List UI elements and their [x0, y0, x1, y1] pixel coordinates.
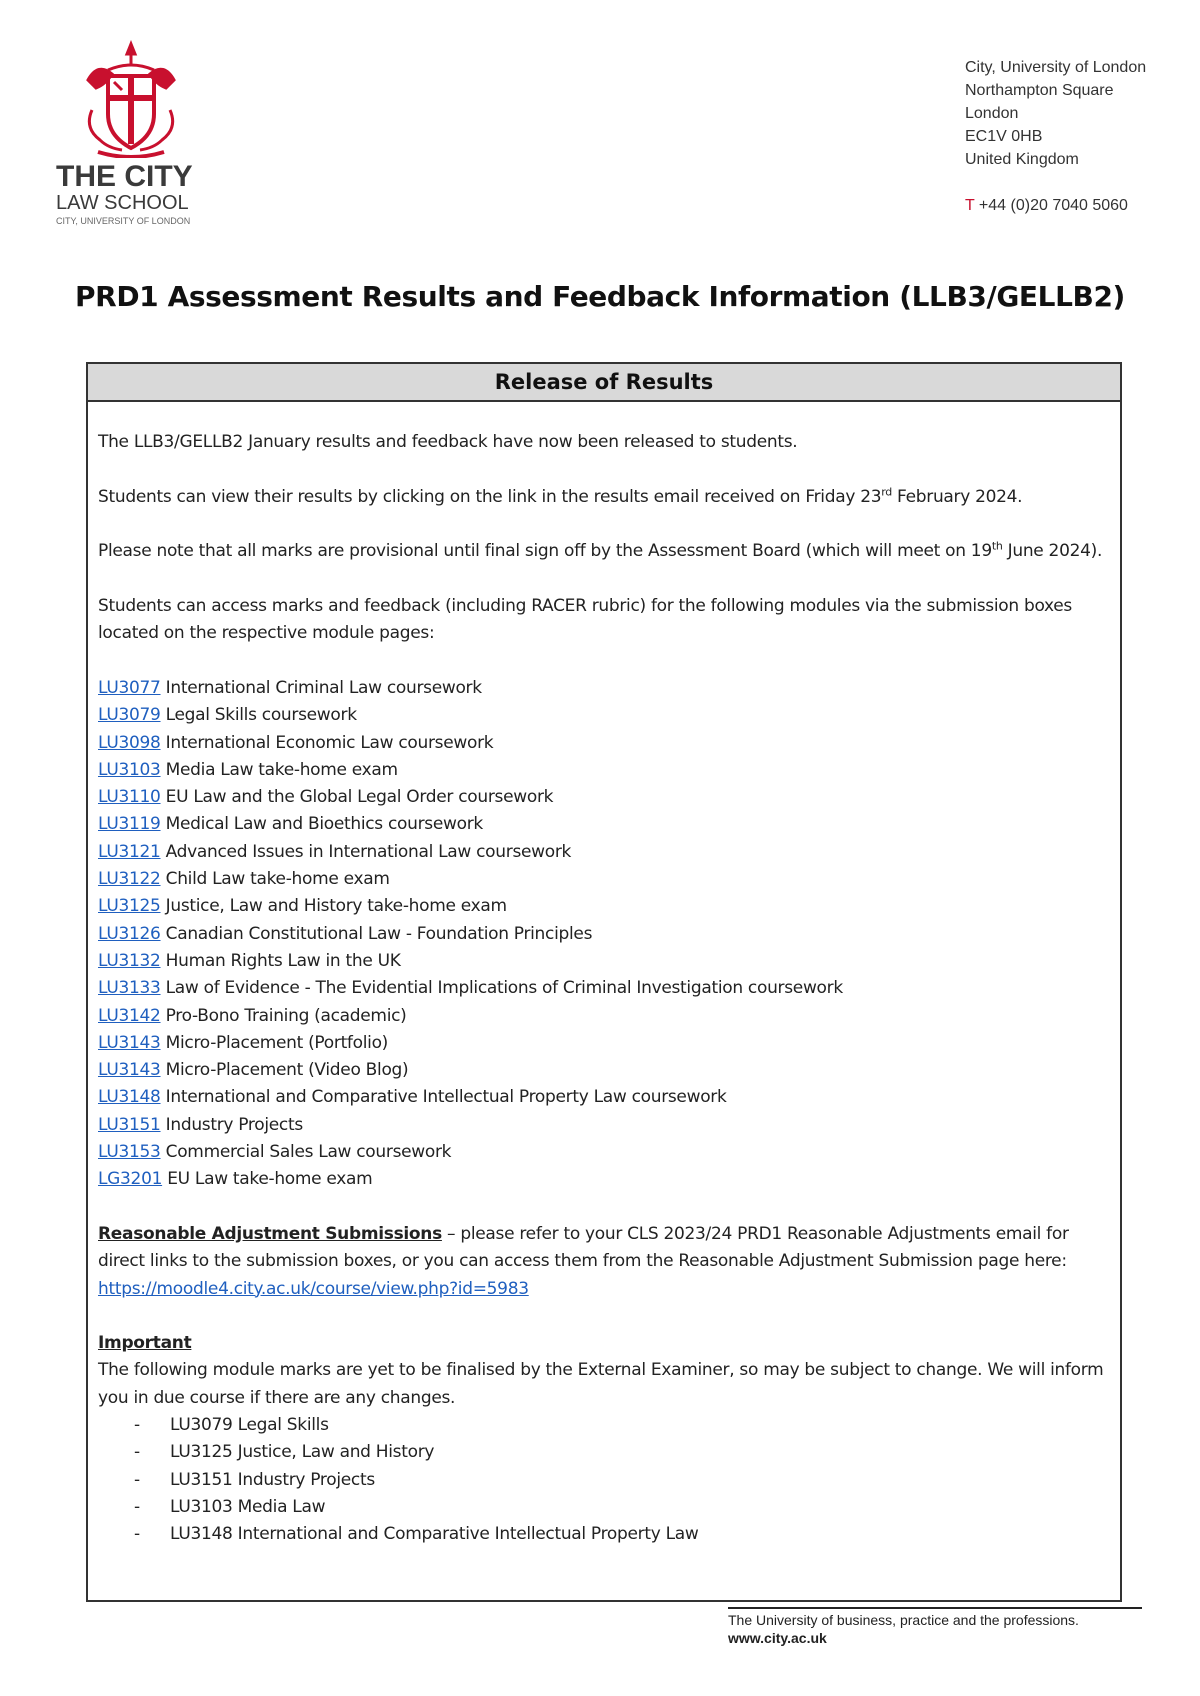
- module-item: [98, 866, 1110, 893]
- module-title: EU Law take-home exam: [162, 1169, 373, 1190]
- logo-line-2: LAW SCHOOL: [56, 192, 189, 214]
- module-code-link[interactable]: LU3151: [98, 1114, 161, 1135]
- module-title: EU Law and the Global Legal Order coursework: [160, 787, 554, 808]
- module-item: [98, 1057, 1110, 1084]
- module-title: Micro-Placement (Video Blog): [160, 1060, 409, 1081]
- ra-link[interactable]: https://moodle4.city.ac.uk/course/view.php?id=5983: [98, 1278, 529, 1299]
- module-title: Commercial Sales Law coursework: [160, 1142, 452, 1163]
- paragraph-access: Students can access marks and feedback (including RACER rubric) for the following modules via the submission boxes located on the respective module pages:: [98, 596, 1072, 644]
- module-item: [98, 1003, 1110, 1030]
- address-line: Northampton Square: [965, 82, 1114, 99]
- module-item: [98, 702, 1110, 729]
- page-title: PRD1 Assessment Results and Feedback Information (LLB3/GELLB2): [75, 280, 1125, 313]
- module-item: [98, 893, 1110, 920]
- module-code-link[interactable]: LU3143: [98, 1032, 161, 1053]
- module-item: [98, 1139, 1110, 1166]
- address-line: City, University of London: [965, 59, 1147, 76]
- module-code-link[interactable]: LU3103: [98, 759, 161, 780]
- module-item: [98, 921, 1110, 948]
- telephone: [965, 194, 1146, 217]
- module-code-link[interactable]: LU3132: [98, 950, 161, 971]
- module-code-link[interactable]: LU3121: [98, 841, 161, 862]
- module-title: Child Law take-home exam: [160, 869, 390, 890]
- pending-list: [98, 1412, 1110, 1548]
- module-list: [98, 675, 1110, 1194]
- logo-line-3: CITY, UNIVERSITY OF LONDON: [56, 216, 191, 226]
- module-title: Media Law take-home exam: [160, 759, 398, 780]
- module-code-link[interactable]: LU3125: [98, 896, 161, 917]
- address-line: United Kingdom: [965, 151, 1079, 168]
- pending-item: - LU3103 Media Law: [98, 1494, 1110, 1521]
- module-item: [98, 811, 1110, 838]
- module-item: [98, 675, 1110, 702]
- module-code-link[interactable]: LU3077: [98, 677, 161, 698]
- module-code-link[interactable]: LU3122: [98, 869, 161, 890]
- footer-tagline: The University of business, practice and the professions.: [728, 1612, 1079, 1628]
- module-item: [98, 1166, 1110, 1193]
- coat-of-arms-icon: [78, 40, 184, 158]
- module-code-link[interactable]: LU3148: [98, 1087, 161, 1108]
- pending-item: - LU3148 International and Comparative Intellectual Property Law: [98, 1521, 1110, 1548]
- pending-item: - LU3125 Justice, Law and History: [98, 1439, 1110, 1466]
- module-code-link[interactable]: LG3201: [98, 1169, 163, 1190]
- important-heading: Important: [98, 1333, 192, 1354]
- module-code-link[interactable]: LU3133: [98, 978, 161, 999]
- module-title: Human Rights Law in the UK: [160, 950, 401, 971]
- module-code-link[interactable]: LU3079: [98, 705, 161, 726]
- results-box: [86, 362, 1122, 1602]
- module-code-link[interactable]: LU3119: [98, 814, 161, 835]
- module-title: Law of Evidence - The Evidential Implications of Criminal Investigation coursework: [160, 978, 843, 999]
- module-title: Industry Projects: [160, 1114, 303, 1135]
- module-title: International and Comparative Intellectual Property Law coursework: [160, 1087, 727, 1108]
- module-item: [98, 1030, 1110, 1057]
- module-title: Legal Skills coursework: [160, 705, 357, 726]
- module-item: [98, 757, 1110, 784]
- module-item: [98, 948, 1110, 975]
- module-code-link[interactable]: LU3126: [98, 923, 161, 944]
- module-item: [98, 975, 1110, 1002]
- box-heading: Release of Results: [88, 364, 1120, 402]
- telephone-number: +44 (0)20 7040 5060: [974, 197, 1128, 214]
- module-title: Pro-Bono Training (academic): [160, 1005, 407, 1026]
- module-title: International Criminal Law coursework: [160, 677, 482, 698]
- module-title: Medical Law and Bioethics coursework: [160, 814, 483, 835]
- pending-item: - LU3079 Legal Skills: [98, 1412, 1110, 1439]
- logo-line-1: THE CITY: [56, 160, 193, 193]
- module-code-link[interactable]: LU3143: [98, 1060, 161, 1081]
- address-line: London: [965, 105, 1019, 122]
- ra-heading: Reasonable Adjustment Submissions: [98, 1223, 442, 1244]
- footer: [728, 1611, 1079, 1647]
- module-code-link[interactable]: LU3110: [98, 787, 161, 808]
- module-item: [98, 784, 1110, 811]
- city-law-school-logo: [56, 40, 206, 230]
- module-item: [98, 1112, 1110, 1139]
- module-title: Canadian Constitutional Law - Foundation Principles: [160, 923, 593, 944]
- module-item: [98, 839, 1110, 866]
- footer-website: www.city.ac.uk: [728, 1630, 827, 1646]
- paragraph-reasonable-adjustment: Reasonable Adjustment Submissions – please refer to your CLS 2023/24 PRD1 Reasonable Adjustments email for direct links to the submission boxes, or you can access them from the Reasonable Adjustment Submission page here: https://moodle4.city.ac.uk/course/view.php?id=5983: [98, 1223, 1069, 1299]
- paragraph-release: The LLB3/GELLB2 January results and feedback have now been released to students.: [98, 432, 798, 453]
- footer-divider: [728, 1607, 1142, 1609]
- module-item: [98, 1084, 1110, 1111]
- telephone-label: T: [965, 197, 975, 214]
- pending-item: - LU3151 Industry Projects: [98, 1467, 1110, 1494]
- module-code-link[interactable]: LU3142: [98, 1005, 161, 1026]
- module-code-link[interactable]: LU3098: [98, 732, 161, 753]
- address-line: EC1V 0HB: [965, 128, 1043, 145]
- module-title: International Economic Law coursework: [160, 732, 494, 753]
- paragraph-provisional: Please note that all marks are provisional until final sign off by the Assessment Board (which will meet on 19th June 2024).: [98, 539, 1103, 562]
- address-block: [965, 56, 1146, 217]
- paragraph-view-results: Students can view their results by clicking on the link in the results email received on Friday 23rd February 2024.: [98, 485, 1023, 507]
- module-item: [98, 730, 1110, 757]
- module-title: Advanced Issues in International Law coursework: [160, 841, 572, 862]
- important-text: The following module marks are yet to be finalised by the External Examiner, so may be subject to change. We will inform you in due course if there are any changes.: [98, 1360, 1104, 1408]
- module-code-link[interactable]: LU3153: [98, 1142, 161, 1163]
- box-content: [98, 402, 1110, 1548]
- module-title: Justice, Law and History take-home exam: [160, 896, 507, 917]
- module-title: Micro-Placement (Portfolio): [160, 1032, 388, 1053]
